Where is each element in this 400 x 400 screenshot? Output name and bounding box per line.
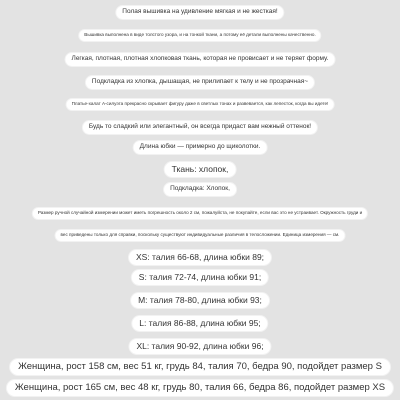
text-line-fabric: Легкая, плотная, плотная хлопковая ткань, которая не провисает и не теряет форму.: [66, 53, 335, 66]
size-line-xl: XL: талия 90-92, длина юбки 96;: [129, 339, 270, 354]
text-line-lining: Подкладка из хлопка, дышащая, не прилипает к телу и не прозрачная~: [86, 76, 314, 89]
text-line-embroidery: Полая вышивка на удивление мягкая и не жесткая!: [116, 6, 283, 19]
size-line-l: L: талия 86-88, длина юбки 95;: [132, 316, 267, 331]
model-line-size-s: Женщина, рост 158 см, вес 51 кг, грудь 84, талия 70, бедра 90, подойдет размер S: [10, 359, 390, 375]
size-line-s: S: талия 72-74, длина юбки 91;: [132, 270, 268, 285]
text-line-material-lining: Подкладка: Хлопок,: [164, 183, 236, 196]
size-line-m: M: талия 78-80, длина юбки 93;: [131, 293, 269, 308]
text-line-skirt-length: Длина юбки — примерно до щиколотки.: [134, 141, 267, 154]
text-line-style: Будь то сладкий или элегантный, он всегда придаст вам нежный оттенок!: [83, 121, 317, 134]
text-line-material-fabric: Ткань: хлопок,: [165, 162, 236, 177]
text-line-silhouette: Платье-халат А-силуэта прекрасно скрывает фигуру даже в светлых тонах и развевается, как лепесток, когда вы идете!: [67, 99, 334, 110]
size-line-xs: XS: талия 66-68, длина юбки 89;: [129, 250, 271, 265]
text-line-measurement-note-cont: вес приведены только для справки, поскольку существуют индивидуальные различия в телосложении. Единица измерения — см.: [56, 230, 345, 241]
text-line-embroidery-detail: Вышивка выполнена в виде толстого узора, и на тонкой ткани, а потому её детали выполнены качественно.: [79, 30, 320, 41]
model-line-size-xs: Женщина, рост 165 см, вес 48 кг, грудь 80, талия 66, бедра 86, подойдет размер XS: [7, 380, 393, 396]
text-line-measurement-note: Размер ручной случайной измерении может иметь погрешность около 2 см, пожалуйста, не покупайте, если вас это не устраивает. Окружность груди и: [33, 208, 367, 219]
